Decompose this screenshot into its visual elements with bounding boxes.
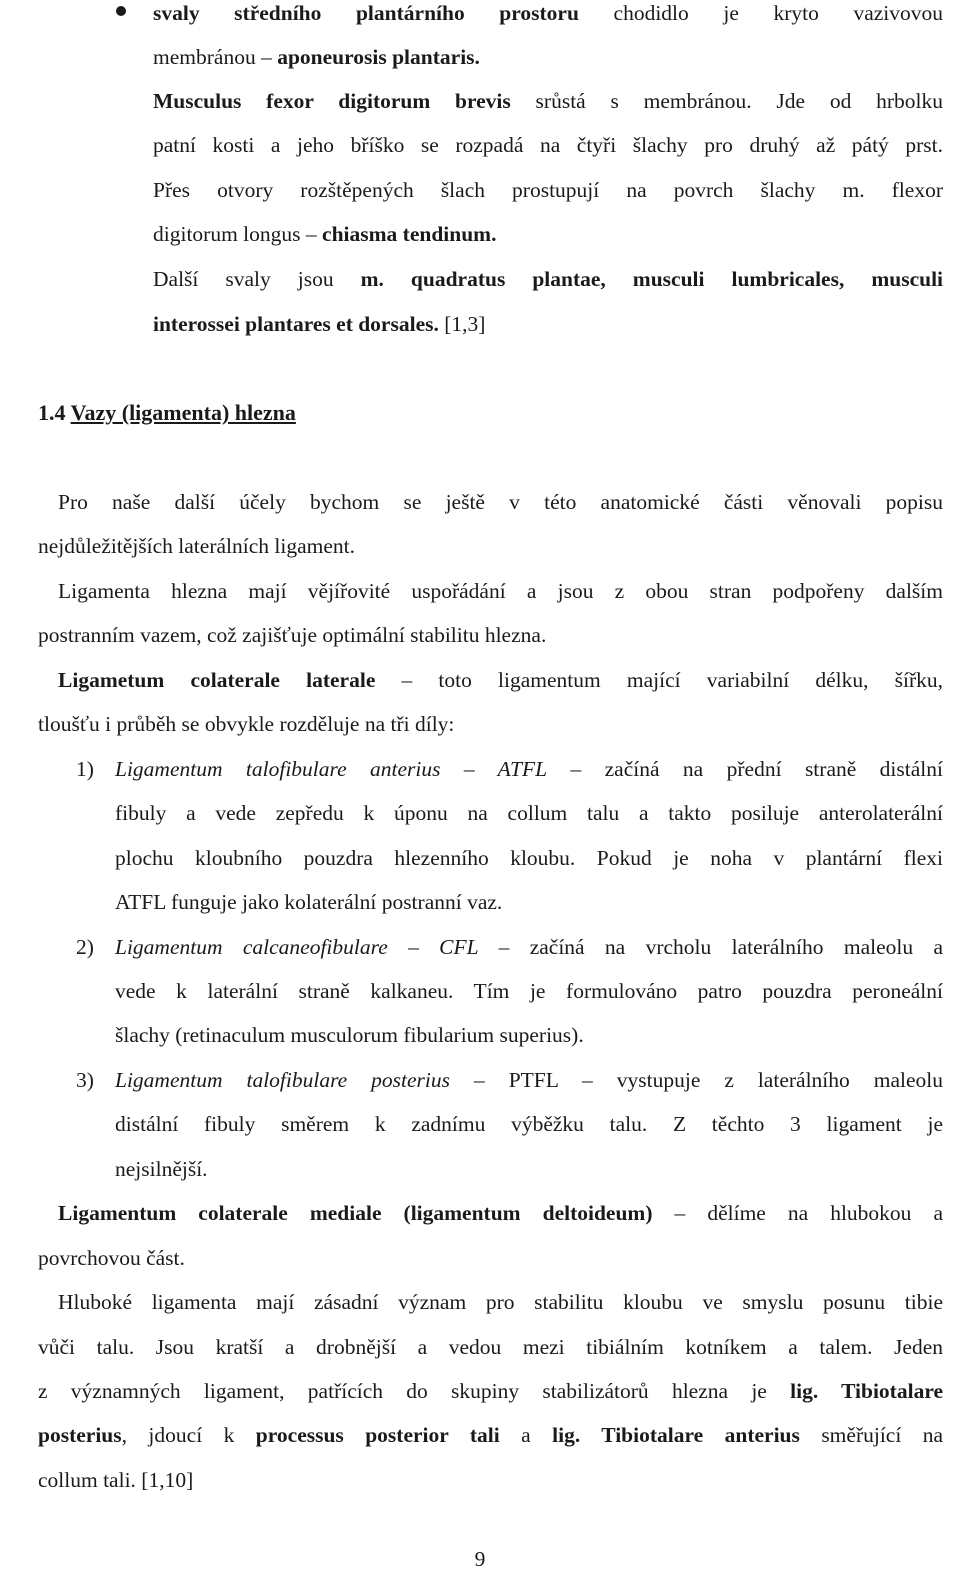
text-line: Pro naše další účely bychom se ještě v této anatomické části věnovali popisu [58,490,943,514]
text-line: vůči talu. Jsou kratší a drobnější a vedou mezi tibiálním kotníkem a talem. Jeden [38,1335,943,1359]
text-line: povrchovou část. [38,1246,185,1270]
section-title: Vazy (ligamenta) hlezna [70,400,296,425]
section-heading [38,400,296,426]
text-line: Ligamentum calcaneofibulare – CFL – začíná na vrcholu laterálního maleolu a [115,935,944,959]
text-line: collum tali. [1,10] [38,1468,194,1492]
text-line: interossei plantares et dorsales. [1,3] [153,312,486,336]
text-line: Musculus fexor digitorum brevis srůstá s membránou. Jde od hrbolku [153,89,943,113]
text-line: Ligamentum talofibulare anterius – ATFL – začíná na přední straně distální [115,757,943,781]
text-line: digitorum longus – chiasma tendinum. [153,222,497,246]
text-line: distální fibuly směrem k zadnímu výběžku talu. Z těchto 3 ligament je [115,1112,943,1136]
text-line: Ligametum colaterale laterale – toto ligamentum mající variabilní délku, šířku, [58,668,943,692]
text-line: Přes otvory rozštěpených šlach prostupují na povrch šlachy m. flexor [153,178,943,202]
text-line: Hluboké ligamenta mají zásadní význam pro stabilitu kloubu ve smyslu posunu tibie [58,1290,943,1314]
text-line: vede k laterální straně kalkaneu. Tím je formulováno patro pouzdra peroneální [115,979,943,1003]
text-line: postranním vazem, což zajišťuje optimální stabilitu hlezna. [38,623,547,647]
section-number: 1.4 [38,400,66,425]
text-line: z významných ligament, patřících do skupiny stabilizátorů hlezna je lig. Tibiotalare [38,1379,944,1403]
text-line: plochu kloubního pouzdra hlezenního kloubu. Pokud je noha v plantární flexi [115,846,943,870]
text-line: šlachy (retinaculum musculorum fibularium superius). [115,1023,584,1047]
text-line: patní kosti a jeho bříško se rozpadá na čtyři šlachy pro druhý až pátý prst. [153,133,943,157]
list-number: 2) [76,935,94,959]
list-number: 3) [76,1068,94,1092]
bullet-paragraph [0,0,960,340]
text-line: Ligamentum colaterale mediale (ligamentum deltoideum) – dělíme na hlubokou a [58,1201,944,1225]
text-line: ATFL funguje jako kolaterální postranní vaz. [115,890,503,914]
text-line: membránou – aponeurosis plantaris. [153,45,480,69]
text-line: Ligamenta hlezna mají vějířovité uspořádání a jsou z obou stran podpořeny dalším [58,579,943,603]
text-line: Další svaly jsou m. quadratus plantae, musculi lumbricales, musculi [153,267,944,291]
text-line: posterius, jdoucí k processus posterior tali a lig. Tibiotalare anterius směřující na [38,1423,944,1447]
text-line: svaly středního plantárního prostoru chodidlo je kryto vazivovou [153,1,943,25]
text-line: Ligamentum talofibulare posterius – PTFL – vystupuje z laterálního maleolu [115,1068,943,1092]
text-line: nejsilnější. [115,1157,208,1181]
text-line: nejdůležitějších laterálních ligament. [38,534,355,558]
list-number: 1) [76,757,94,781]
text-line: tloušťu i průběh se obvykle rozděluje na tři díly: [38,712,455,736]
bullet-icon [116,6,126,16]
page-number: 9 [474,1547,486,1571]
text-line: fibuly a vede zepředu k úponu na collum talu a takto posiluje anterolaterální [115,801,943,825]
